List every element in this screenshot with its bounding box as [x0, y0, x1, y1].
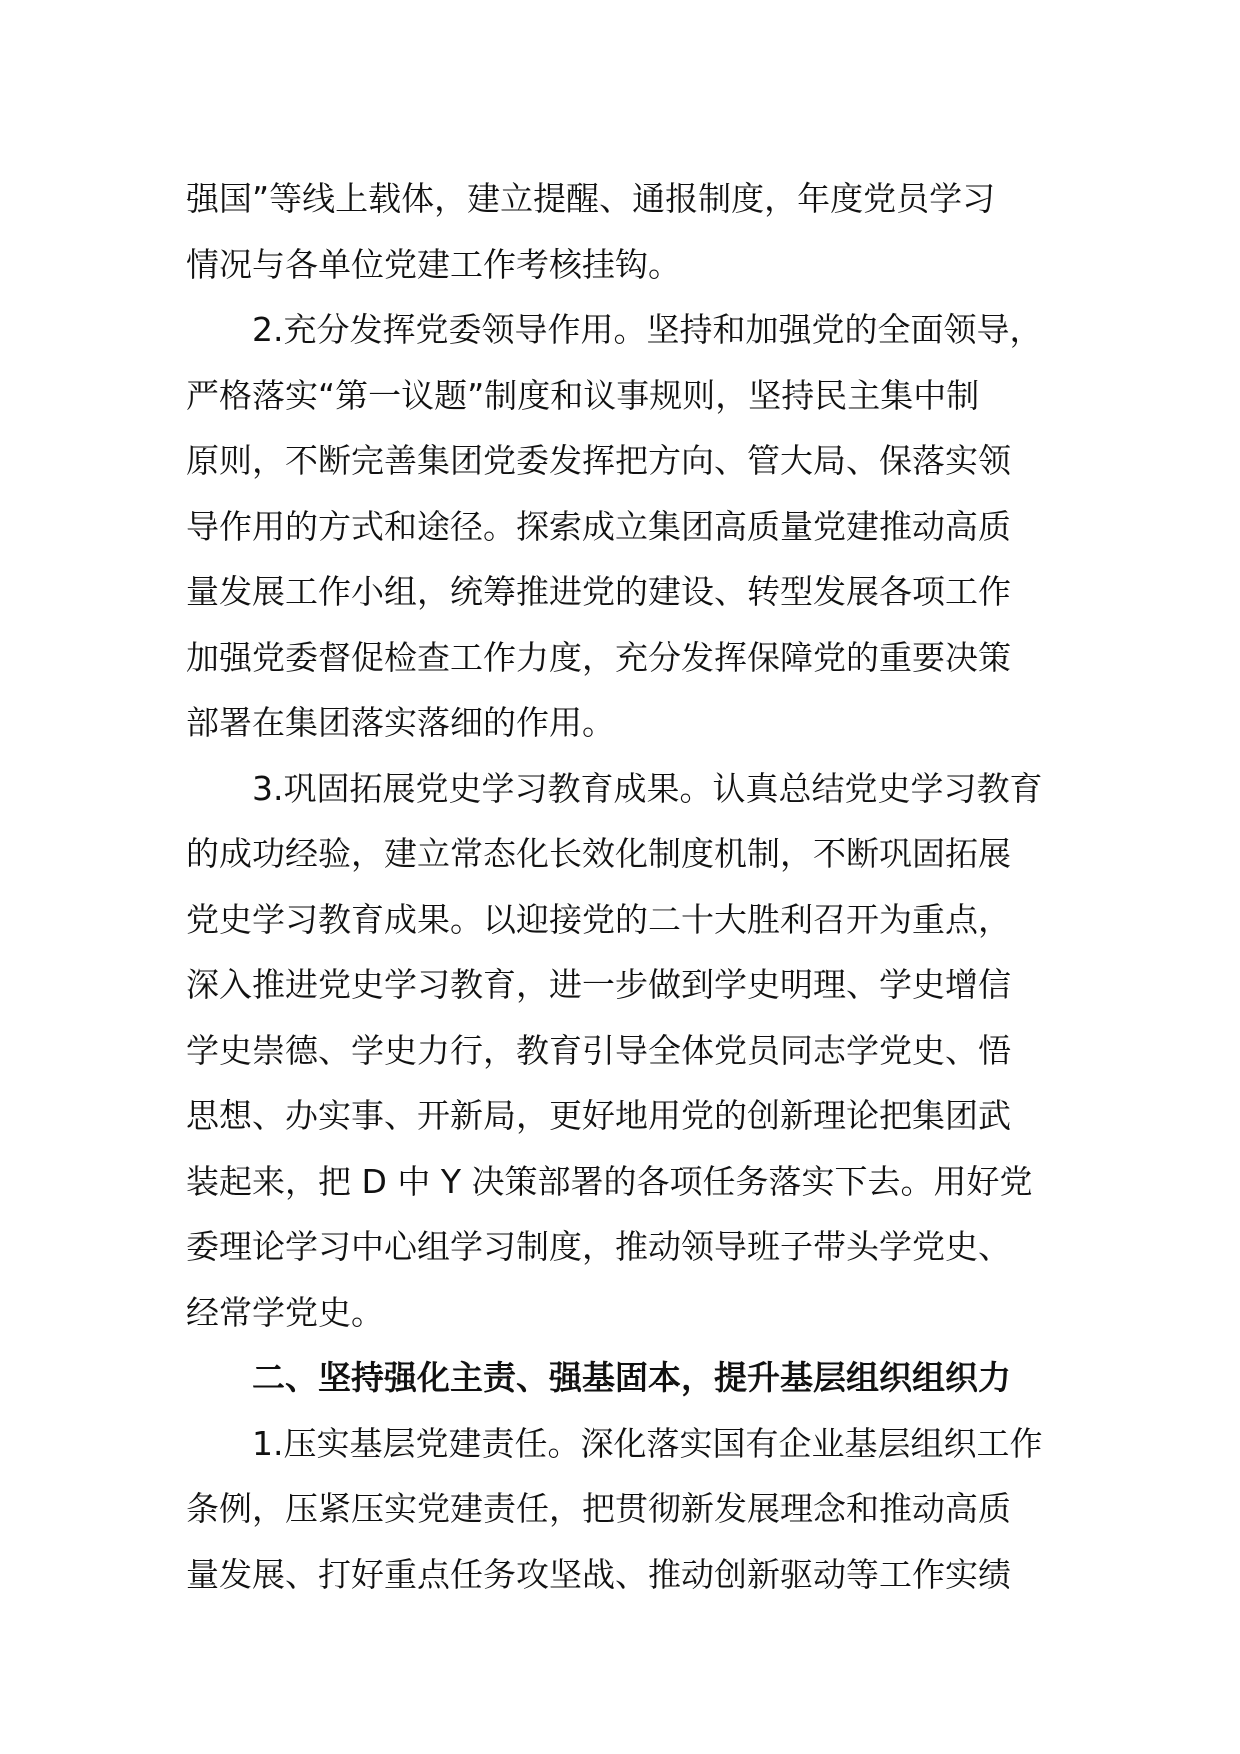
- text-line: 1.压实基层党建责任。深化落实国有企业基层组织工作: [252, 1423, 1043, 1463]
- text-line: 党史学习教育成果。以迎接党的二十大胜利召开为重点，: [186, 899, 1011, 939]
- text-line: 导作用的方式和途径。探索成立集团高质量党建推动高质: [186, 506, 1011, 546]
- text-line: 3.巩固拓展党史学习教育成果。认真总结党史学习教育: [252, 768, 1043, 808]
- text-line: 强国”等线上载体，建立提醒、通报制度，年度党员学习: [186, 179, 996, 218]
- text-line: 的成功经验，建立常态化长效化制度机制，不断巩固拓展: [186, 834, 1011, 873]
- text-line: 经常学党史。: [186, 1292, 384, 1332]
- text-line: 加强党委督促检查工作力度，充分发挥保障党的重要决策: [186, 637, 1011, 677]
- text-line: 深入推进党史学习教育，进一步做到学史明理、学史增信: [186, 965, 1011, 1004]
- text-line: 量发展工作小组，统筹推进党的建设、转型发展各项工作: [186, 572, 1011, 611]
- text-line: 2.充分发挥党委领导作用。坚持和加强党的全面领导，: [252, 310, 1043, 349]
- section-heading: 二、坚持强化主责、强基固本，提升基层组织组织力: [252, 1358, 1011, 1397]
- text-line: 部署在集团落实落细的作用。: [186, 703, 615, 742]
- text-line: 学史崇德、学史力行，教育引导全体党员同志学党史、悟: [186, 1030, 1011, 1070]
- text-line: 装起来，把 D 中 Y 决策部署的各项任务落实下去。用好党: [186, 1161, 1033, 1201]
- text-line: 思想、办实事、开新局，更好地用党的创新理论把集团武: [186, 1096, 1011, 1135]
- text-line: 严格落实“第一议题”制度和议事规则，坚持民主集中制: [186, 375, 980, 415]
- text-line: 条例，压紧压实党建责任，把贯彻新发展理念和推动高质: [186, 1489, 1011, 1528]
- text-line: 委理论学习中心组学习制度，推动领导班子带头学党史、: [186, 1227, 1011, 1266]
- text-line: 量发展、打好重点任务攻坚战、推动创新驱动等工作实绩: [186, 1554, 1011, 1594]
- text-line: 情况与各单位党建工作考核挂钩。: [186, 244, 681, 284]
- text-line: 原则，不断完善集团党委发挥把方向、管大局、保落实领: [186, 441, 1011, 480]
- document-body: [186, 166, 1056, 1607]
